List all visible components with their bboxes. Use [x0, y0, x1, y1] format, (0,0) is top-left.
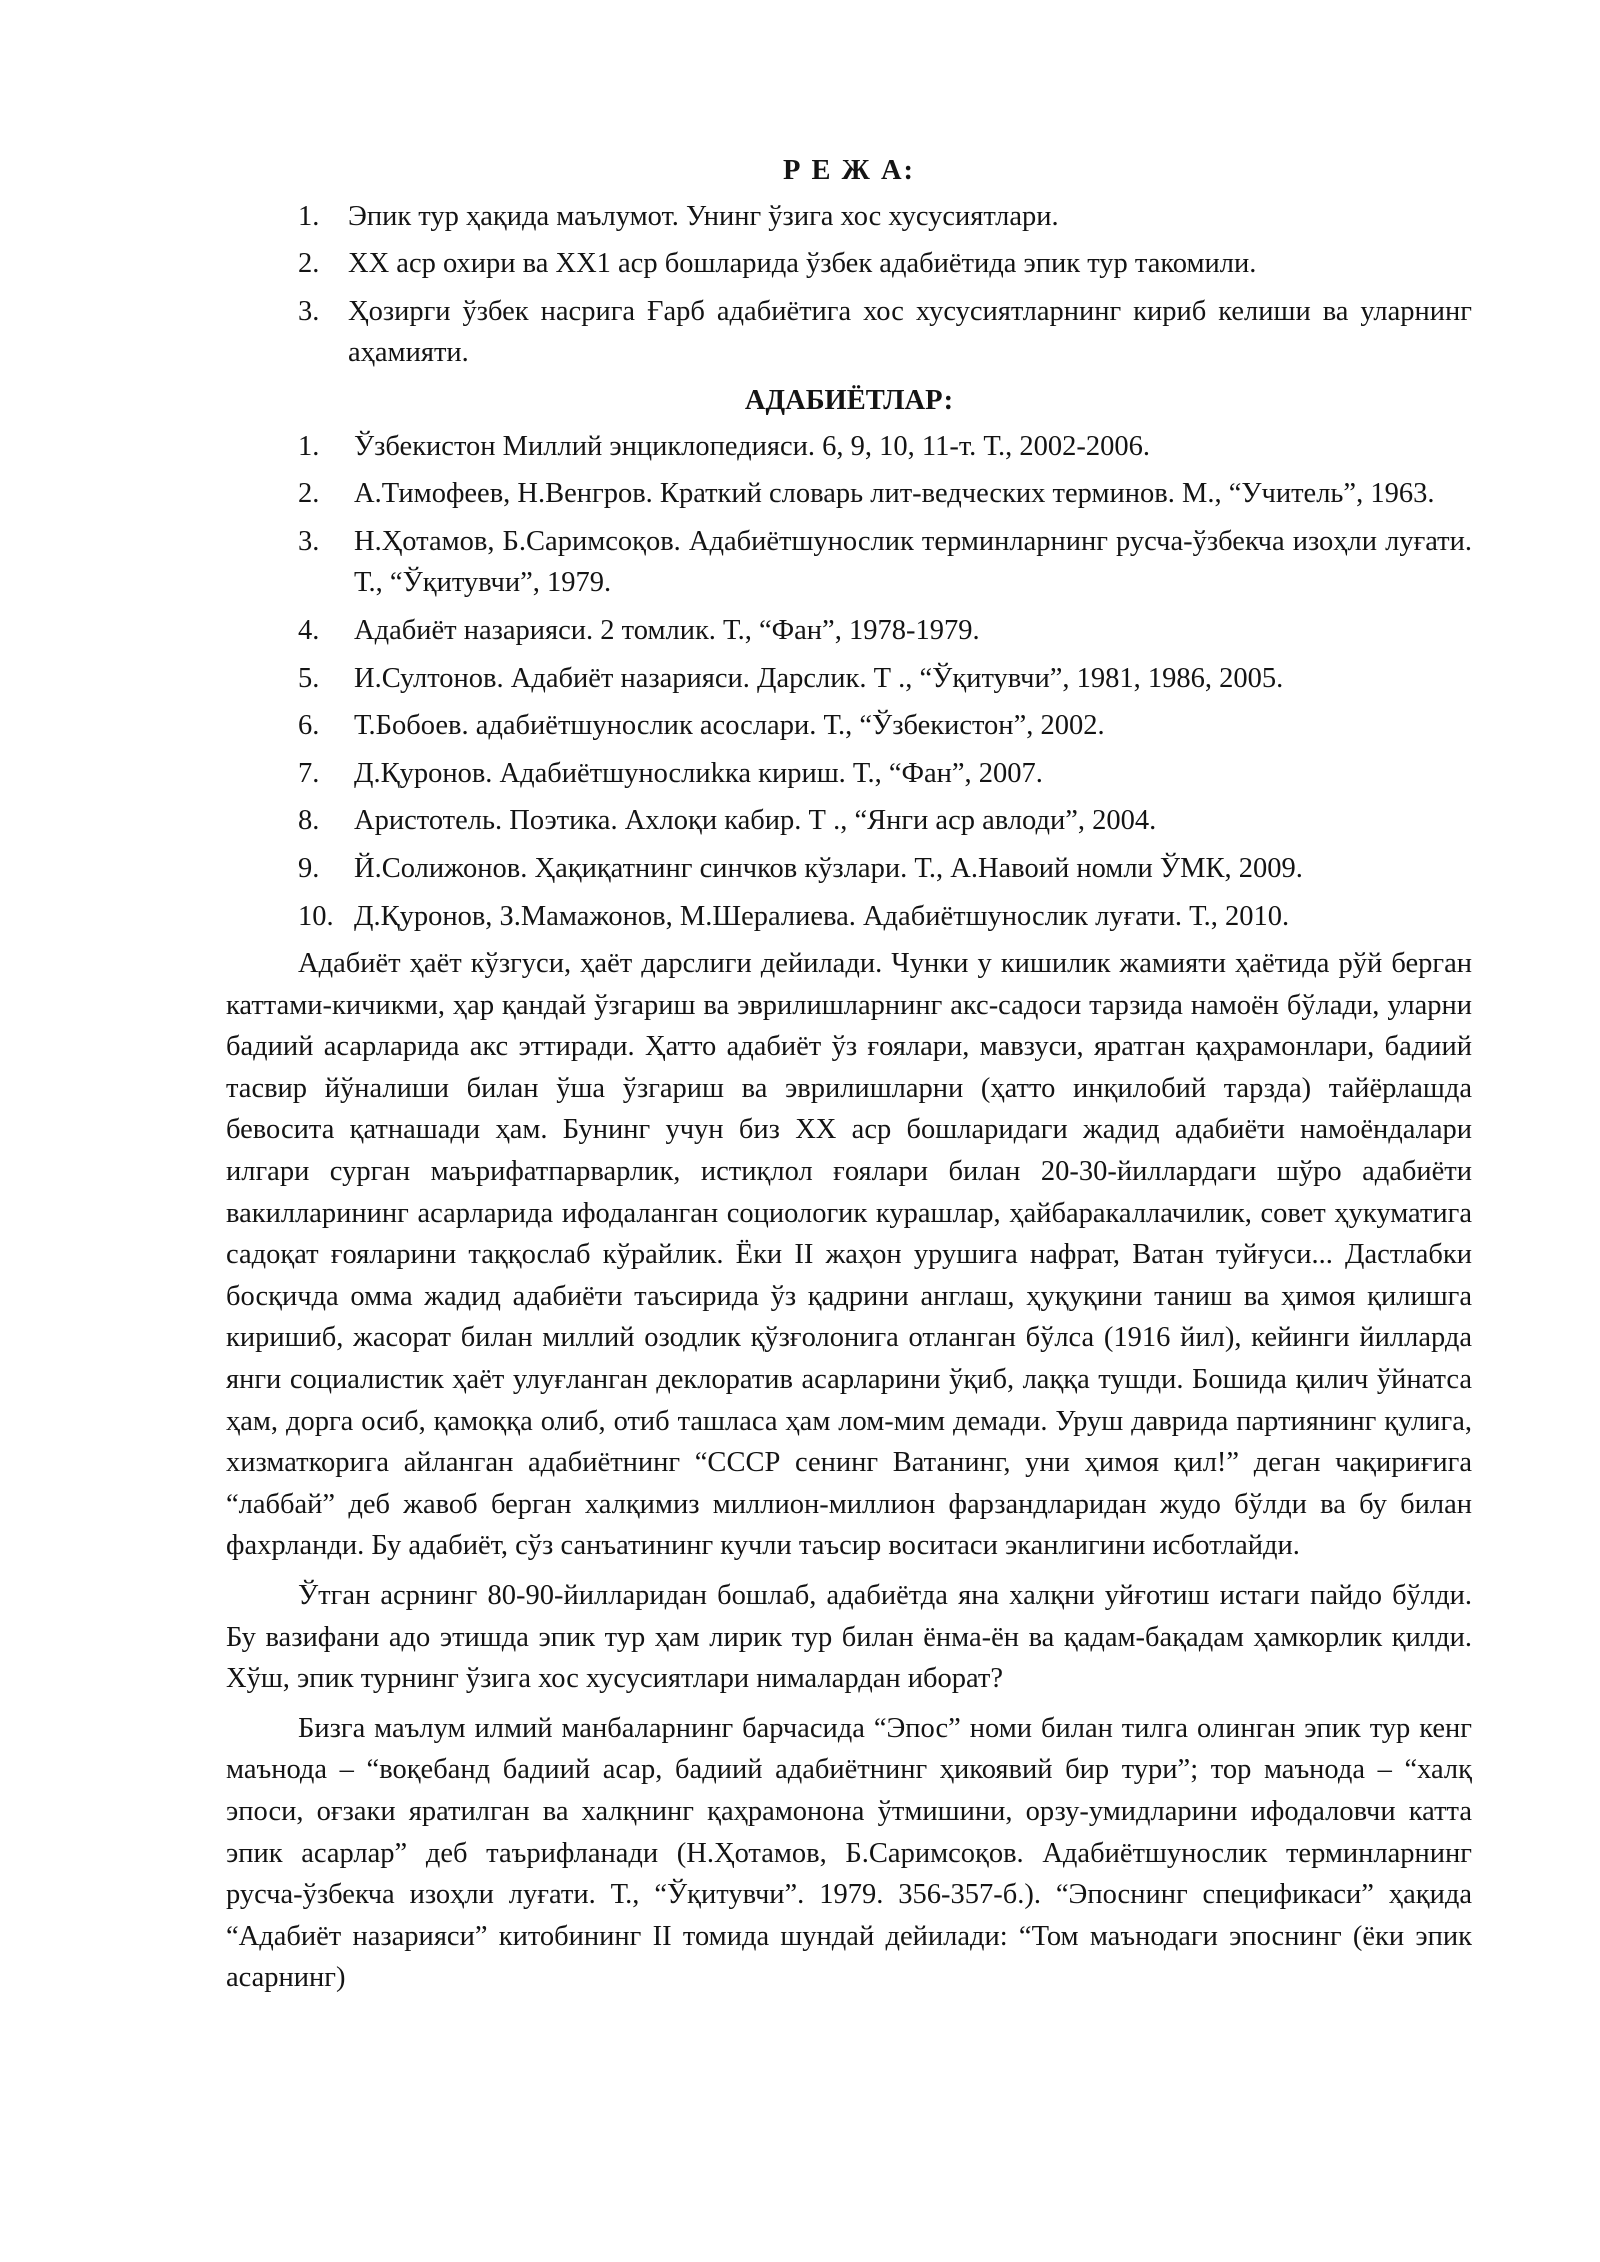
reference-number: 8. [298, 805, 320, 837]
reference-number: 10. [298, 900, 334, 932]
reference-number: 4. [298, 614, 320, 646]
plan-item-number: 3. [298, 295, 320, 327]
reference-text: Т.Бобоев. адабиётшунослик асослари. Т., “Ўзбекистон”, 2002. [354, 710, 1105, 742]
reference-number: 3. [298, 525, 320, 557]
reference-item [226, 800, 1472, 842]
reference-number: 2. [298, 478, 320, 510]
reference-text: А.Тимофеев, Н.Венгров. Краткий словарь лит-ведческих терминов. М., “Учитель”, 1963. [354, 478, 1435, 510]
reference-number: 7. [298, 757, 320, 789]
body-paragraph: Адабиёт ҳаёт кўзгуси, ҳаёт дарслиги дейилади. Чунки у кишилик жамияти ҳаётида рўй берган каттами-кичикми, ҳар қандай ўзгариш ва эврилишларнинг акс-садоси тарзида намоён бўлади, уларни бадиий асарларида акс эттиради. Ҳатто адабиёт ўз ғоялари, мавзуси, яратган қаҳрамонлари, бадиий тасвир йўналиши билан ўша ўзгариш ва эврилишларни (ҳатто инқилобий тарзда) тайёрлашда бевосита қатнашади ҳам. Бунинг учун биз ХХ аср бошларидаги жадид адабиёти намоёндалари илгари сурган маърифатпарварлик, истиқлол ғоялари билан 20-30-йиллардаги шўро адабиёти вакилларининг асарларида ифодаланган социологик курашлар, ҳайбаракаллачилик, совет ҳукуматига садоқат ғояларини таққослаб кўрайлик. Ёки II жаҳон урушига нафрат, Ватан туйғуси... Дастлабки босқичда омма жадид адабиёти таъсирида ўз қадрини англаш, ҳуқуқини таниш ва ҳимоя қилишга киришиб, жасорат билан миллий озодлик қўзғолонига отланган бўлса (1916 йил), кейинги йилларда янги социалистик ҳаёт улуғланган деклоратив асарларини ўқиб, лаққа тушди. Бошида қилич ўйнатса ҳам, дорга осиб, қамоққа олиб, отиб ташласа ҳам лом-мим демади. Уруш даврида партиянинг қулига, хизматкорига айланган адабиётнинг “СССР сенинг Ватанинг, уни ҳимоя қил!” деган чақириғига “лаббай” деб жавоб берган халқимиз миллион-миллион фарзандларидан жудо бўлди ва бу билан фахрланди. Бу адабиёт, сўз санъатининг кучли таъсир воситаси эканлигини исботлайди. [226, 948, 1472, 1562]
body-paragraph: Бизга маълум илмий манбаларнинг барчасида “Эпос” номи билан тилга олинган эпик тур кенг маънода – “воқебанд бадиий асар, бадиий адабиётнинг ҳикоявий бир тури”; тор маънода – “халқ эпоси, оғзаки яратилган ва халқнинг қаҳрамонона ўтмишини, орзу-умидларини ифодаловчи катта эпик асарлар” деб таърифланади (Н.Ҳотамов, Б.Саримсоқов. Адабиётшунослик терминларнинг русча-ўзбекча изоҳли луғати. Т., “Ўқитувчи”. 1979. 356-357-б.). “Эпоснинг спецификаси” ҳақида “Адабиёт назарияси” китобининг II томида шундай дейилади: “Том маънодаги эпоснинг (ёки эпик асарнинг) [226, 1712, 1472, 1994]
references-title: АДАБИЁТЛАР: [744, 384, 954, 416]
plan-item [226, 243, 1472, 285]
reference-text: Адабиёт назарияси. 2 томлик. Т., “Фан”, 1978-1979. [354, 614, 980, 646]
plan-item-text: ХХ аср охири ва ХХ1 аср бошларида ўзбек адабиётида эпик тур такомили. [348, 248, 1257, 280]
reference-text: Д.Қуронов, З.Мамажонов, М.Шералиева. Адабиётшунослик луғати. Т., 2010. [354, 900, 1290, 932]
plan-list [226, 196, 1472, 374]
reference-text: Аристотель. Поэтика. Ахлоқи кабир. Т ., “Янги аср авлоди”, 2004. [354, 805, 1157, 837]
reference-item [226, 473, 1472, 515]
reference-text: Д.Қуронов. Адабиётшунослиkка кириш. Т., “Фан”, 2007. [354, 757, 1043, 789]
reference-number: 1. [298, 430, 320, 462]
reference-text: Ўзбекистон Миллий энциклопедияси. 6, 9, 10, 11-т. Т., 2002-2006. [354, 430, 1150, 462]
reference-text: Н.Ҳотамов, Б.Саримсоқов. Адабиётшунослик терминларнинг русча-ўзбекча изоҳли луғати. Т., “Ўқитувчи”, 1979. [354, 525, 1472, 599]
plan-item-text: Ҳозирги ўзбек насрига Ғарб адабиётига хос хусусиятларнинг кириб келиши ва уларнинг аҳамияти. [348, 295, 1472, 369]
reference-item [226, 848, 1472, 890]
references-list [226, 426, 1472, 938]
plan-title: Р Е Ж А: [782, 155, 916, 186]
body-paragraph: Ўтган асрнинг 80-90-йилларидан бошлаб, адабиётда яна халқни уйғотиш истаги пайдо бўлди. Бу вазифани адо этишда эпик тур ҳам лирик тур билан ёнма-ён ва қадам-бақадам ҳамкорлик қилди. Хўш, эпик турнинг ўзига хос хусусиятлари нималардан иборат? [226, 1580, 1472, 1695]
reference-item [226, 705, 1472, 747]
plan-item-number: 2. [298, 248, 320, 280]
reference-item [226, 753, 1472, 795]
reference-item [226, 896, 1472, 938]
plan-item-text: Эпик тур ҳақида маълумот. Унинг ўзига хос хусусиятлари. [348, 200, 1059, 232]
reference-number: 9. [298, 852, 320, 884]
plan-item-number: 1. [298, 200, 320, 232]
reference-item [226, 658, 1472, 700]
reference-item [226, 426, 1472, 468]
reference-number: 6. [298, 710, 320, 742]
document-page [226, 150, 1472, 2007]
plan-item [226, 291, 1472, 374]
reference-text: И.Султонов. Адабиёт назарияси. Дарслик. Т ., “Ўқитувчи”, 1981, 1986, 2005. [354, 662, 1284, 694]
reference-number: 5. [298, 662, 320, 694]
plan-item [226, 196, 1472, 238]
reference-item [226, 610, 1472, 652]
reference-text: Й.Солижонов. Ҳақиқатнинг синчков кўзлари. Т., А.Навоий номли ЎМК, 2009. [354, 852, 1303, 884]
reference-item [226, 521, 1472, 604]
